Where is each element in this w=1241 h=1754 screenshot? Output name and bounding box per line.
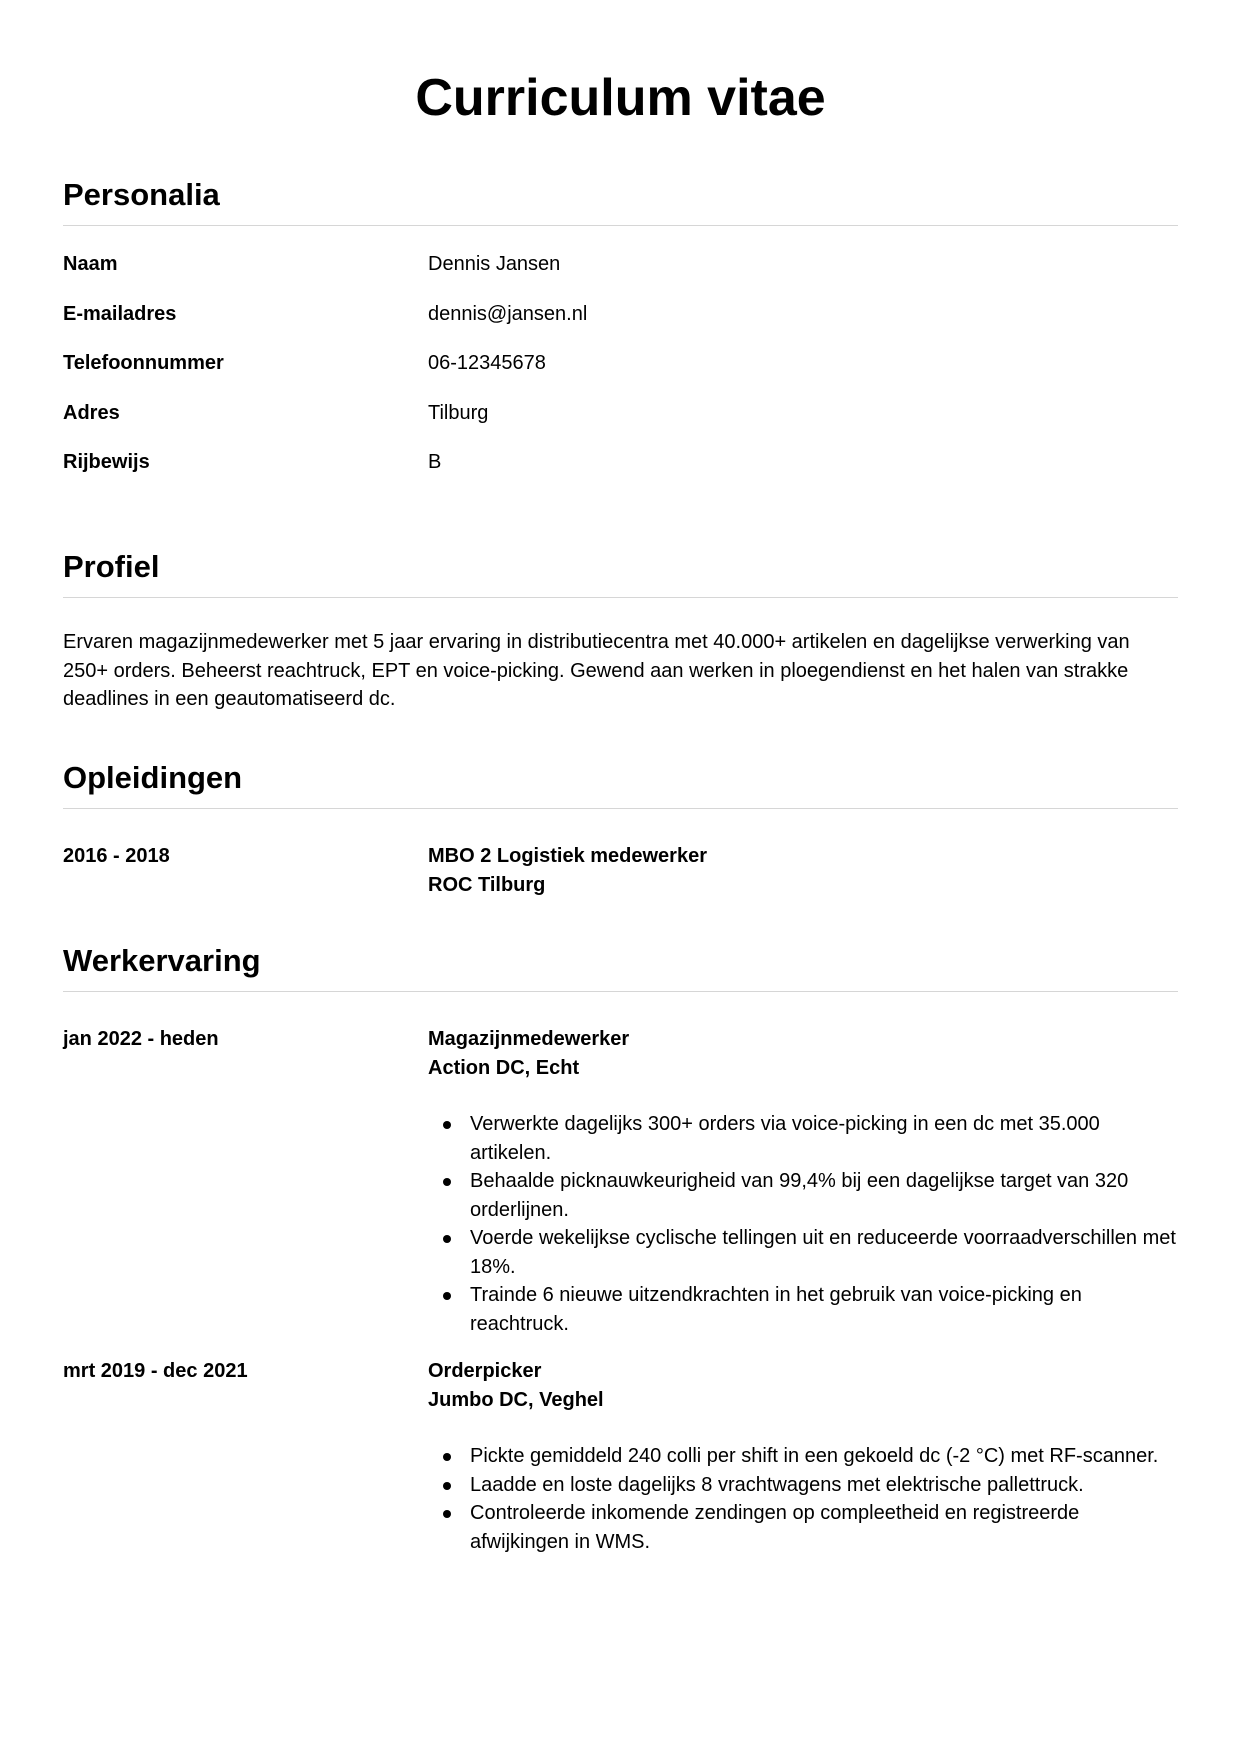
detail-value: Dennis Jansen xyxy=(428,253,561,275)
work-entry xyxy=(63,1357,1178,1556)
detail-label: Telefoonnummer xyxy=(63,352,224,374)
detail-value: dennis@jansen.nl xyxy=(428,302,588,325)
section-heading: Personalia xyxy=(63,175,1178,226)
achievement-list xyxy=(428,1110,1178,1338)
detail-label: Adres xyxy=(63,401,120,424)
work-entry xyxy=(63,1025,1178,1338)
detail-label: E-mailadres xyxy=(63,302,177,325)
detail-label: Naam xyxy=(63,253,118,275)
entry-company: Jumbo DC, Veghel xyxy=(428,1388,604,1411)
detail-row-license xyxy=(63,448,1178,498)
list-item: Behaalde picknauwkeurigheid van 99,4% bij een dagelijkse target van 320 orderlijnen. xyxy=(470,1167,1178,1224)
section-werkervaring xyxy=(63,941,1178,1556)
detail-label: Rijbewijs xyxy=(63,451,150,473)
profile-text: Ervaren magazijnmedewerker met 5 jaar ervaring in distributiecentra met 40.000+ artikelen en dagelijkse verwerking van 250+ orders. Beheerst reachtruck, EPT en voice-picking. Gewend aan werken in ploegendienst en het halen van strakke deadlines in een geautomatiseerd dc. xyxy=(63,631,1130,710)
list-item: Laadde en loste dagelijks 8 vrachtwagens met elektrische pallettruck. xyxy=(470,1471,1178,1500)
list-item: Trainde 6 nieuwe uitzendkrachten in het gebruik van voice-picking en reachtruck. xyxy=(470,1281,1178,1338)
section-personalia xyxy=(63,175,1178,498)
section-opleidingen xyxy=(63,758,1178,899)
entry-title: Magazijnmedewerker xyxy=(428,1028,630,1050)
section-heading: Opleidingen xyxy=(63,758,1178,809)
detail-row-name xyxy=(63,250,1178,300)
list-item: Controleerde inkomende zendingen op compleetheid en registreerde afwijkingen in WMS. xyxy=(470,1499,1178,1556)
list-item: Pickte gemiddeld 240 colli per shift in een gekoeld dc (-2 °C) met RF-scanner. xyxy=(470,1442,1178,1471)
personal-details xyxy=(63,250,1178,498)
section-heading: Profiel xyxy=(63,547,1178,598)
entry-company: Action DC, Echt xyxy=(428,1056,580,1079)
entry-period: mrt 2019 - dec 2021 xyxy=(63,1360,248,1382)
detail-row-address xyxy=(63,399,1178,449)
entry-title: MBO 2 Logistiek medewerker xyxy=(428,845,707,867)
entry-body xyxy=(428,1025,1178,1338)
detail-value: 06-12345678 xyxy=(428,352,546,374)
achievement-list xyxy=(428,1442,1178,1556)
detail-row-phone xyxy=(63,349,1178,399)
entry-body xyxy=(428,1357,1178,1556)
section-profiel xyxy=(63,547,1178,714)
detail-value: B xyxy=(428,451,442,473)
entry-body xyxy=(428,842,1178,899)
detail-value: Tilburg xyxy=(428,401,489,424)
education-entry xyxy=(63,842,1178,899)
list-item: Voerde wekelijkse cyclische tellingen uit en reduceerde voorraadverschillen met 18%. xyxy=(470,1224,1178,1281)
list-item: Verwerkte dagelijks 300+ orders via voice-picking in een dc met 35.000 artikelen. xyxy=(470,1110,1178,1167)
detail-row-email xyxy=(63,300,1178,350)
entry-period: jan 2022 - heden xyxy=(63,1028,219,1050)
entry-title: Orderpicker xyxy=(428,1360,542,1382)
section-heading: Werkervaring xyxy=(63,941,1178,992)
entry-institution: ROC Tilburg xyxy=(428,873,546,896)
entry-period: 2016 - 2018 xyxy=(63,845,170,867)
document-title: Curriculum vitae xyxy=(415,69,826,127)
